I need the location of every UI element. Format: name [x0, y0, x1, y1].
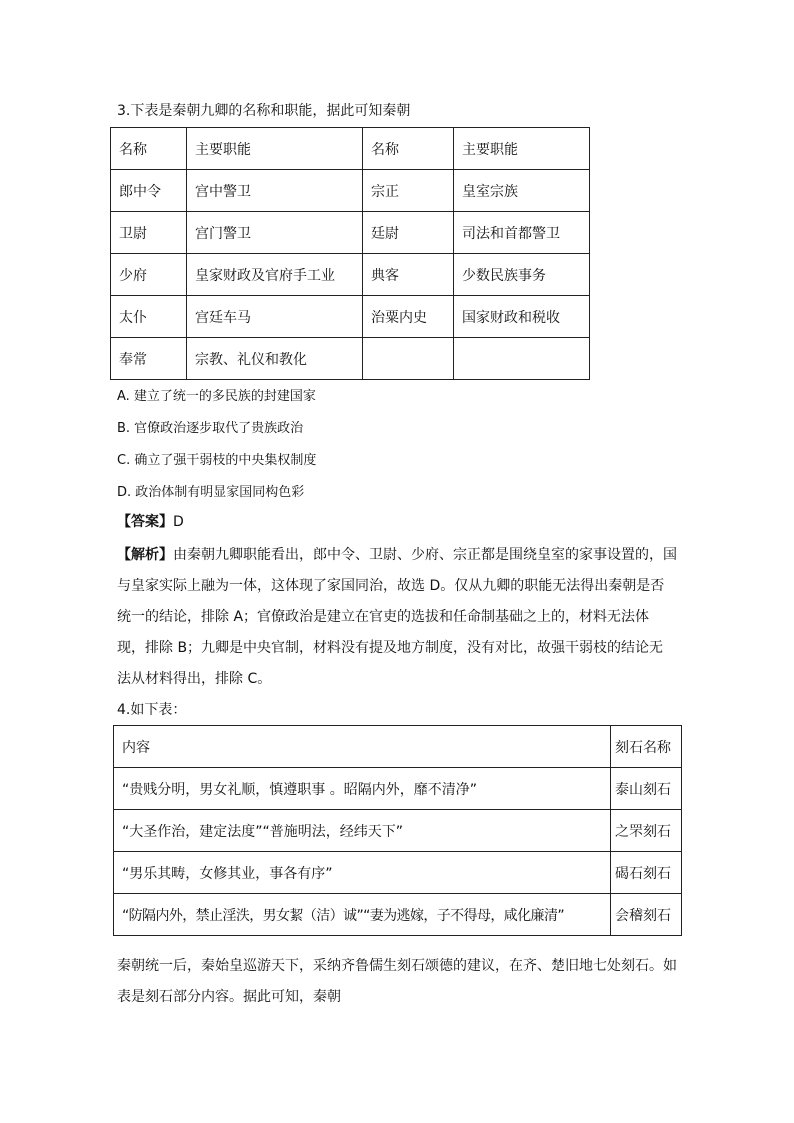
option-d: D. 政治体制有明显家国同构色彩: [117, 485, 305, 500]
table-cell: “防隔内外，禁止淫泆，男女絜（洁）诚”“妻为逃嫁，子不得母，咸化廉清”: [114, 894, 611, 936]
stone-inscriptions-table: [113, 725, 682, 936]
table-cell: 碣石刻石: [611, 852, 682, 894]
question-3-title: 3.下表是秦朝九卿的名称和职能，据此可知秦朝: [117, 103, 411, 119]
option-b: B. 官僚政治逐步取代了贵族政治: [117, 421, 304, 436]
table-row: [114, 726, 682, 768]
analysis-text: 由秦朝九卿职能看出，郎中令、卫尉、少府、宗正都是围绕皇室的家事设置的，国与皇家实际上融为一体，这体现了家国同治，故选 D。仅从九卿的职能无法得出秦朝是否统一的结论，排除 A；官僚政治是建立在官吏的选拔和任命制基础之上的，材料无法体现，排除 B；九卿是中央官制，材料没有提及地方制度，没有对比，故强干弱枝的结论无法从材料得出，排除 C。: [117, 547, 677, 687]
table-cell: 宫门警卫: [187, 212, 363, 254]
nine-ministers-table: [110, 127, 590, 380]
table-cell: 奉常: [111, 338, 187, 380]
analysis-label: 【解析】: [117, 547, 173, 563]
table-cell: 皇家财政及官府手工业: [187, 254, 363, 296]
table-row: [111, 254, 590, 296]
table-header-content: 内容: [114, 726, 611, 768]
table-cell: 治粟内史: [363, 296, 454, 338]
question-4-body: 秦朝统一后，秦始皇巡游天下，采纳齐鲁儒生刻石颂德的建议，在齐、楚旧地七处刻石。如表是刻石部分内容。据此可知，秦朝: [117, 958, 677, 1005]
table-row: [114, 768, 682, 810]
table-cell: 少数民族事务: [454, 254, 590, 296]
table-row: [111, 170, 590, 212]
table-cell: [454, 338, 590, 380]
table-cell: 宫廷车马: [187, 296, 363, 338]
table-cell: 郎中令: [111, 170, 187, 212]
table-cell: “男乐其畴，女修其业，事各有序”: [114, 852, 611, 894]
table-cell: 之罘刻石: [611, 810, 682, 852]
table-cell: 少府: [111, 254, 187, 296]
table-cell: 宫中警卫: [187, 170, 363, 212]
option-a: A. 建立了统一的多民族的封建国家: [117, 389, 316, 404]
question-4-title: 4.如下表：: [117, 702, 187, 718]
table-row: [111, 212, 590, 254]
table-row: [111, 128, 590, 170]
answer-label: 【答案】: [117, 514, 173, 530]
analysis-paragraph: [117, 540, 677, 695]
table-row: [114, 852, 682, 894]
table-row: [111, 296, 590, 338]
table-row: [111, 338, 590, 380]
table-cell: 泰山刻石: [611, 768, 682, 810]
table-cell: [363, 338, 454, 380]
table-row: [114, 894, 682, 936]
answer-value: D: [173, 514, 184, 530]
table-cell: 皇室宗族: [454, 170, 590, 212]
table-cell: 主要职能: [187, 128, 363, 170]
table-cell: 宗正: [363, 170, 454, 212]
table-cell: 名称: [111, 128, 187, 170]
table-cell: 廷尉: [363, 212, 454, 254]
table-cell: 国家财政和税收: [454, 296, 590, 338]
table-cell: 司法和首都警卫: [454, 212, 590, 254]
table-cell: “贵贱分明，男女礼顺，慎遵职事 。昭隔内外，靡不清净”: [114, 768, 611, 810]
table-cell: 主要职能: [454, 128, 590, 170]
table-cell: 卫尉: [111, 212, 187, 254]
option-c: C. 确立了强干弱枝的中央集权制度: [117, 453, 317, 468]
table-cell: 名称: [363, 128, 454, 170]
table-cell: 宗教、礼仪和教化: [187, 338, 363, 380]
answer-line: [117, 512, 184, 532]
table-header-name: 刻石名称: [611, 726, 682, 768]
table-cell: 太仆: [111, 296, 187, 338]
table-cell: 会稽刻石: [611, 894, 682, 936]
table-cell: “大圣作治，建定法度”“普施明法，经纬天下”: [114, 810, 611, 852]
table-row: [114, 810, 682, 852]
table-cell: 典客: [363, 254, 454, 296]
